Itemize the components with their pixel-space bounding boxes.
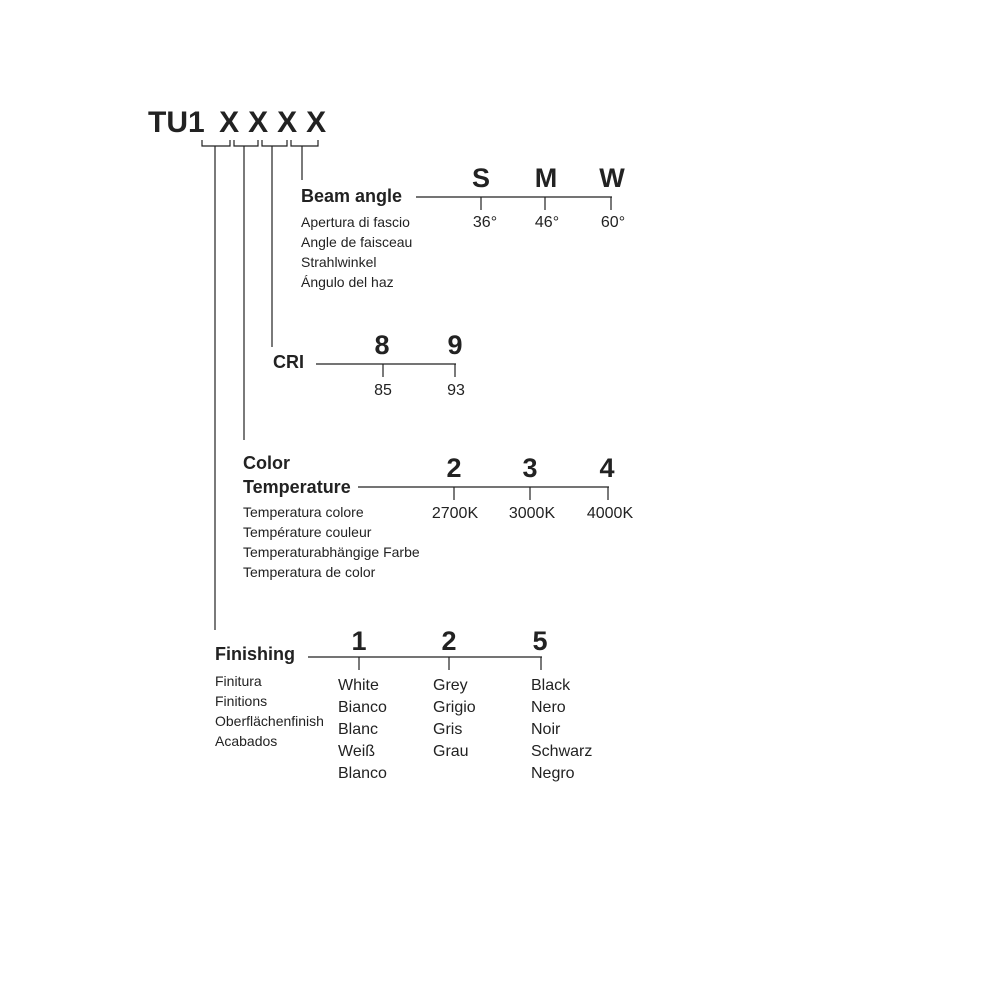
- finishing-name: Bianco: [338, 699, 387, 716]
- finishing-translation: Finitura: [215, 673, 262, 689]
- beam-option-value: 36°: [472, 214, 498, 231]
- colortemp-option-code: 2: [446, 453, 462, 483]
- cri-option-value: 85: [374, 382, 392, 399]
- product-code: [148, 106, 331, 140]
- colortemp-option-value: 3000K: [508, 505, 556, 522]
- code-slot-colortemp: X: [248, 106, 269, 139]
- code-slot-beam-finishing: X: [219, 106, 240, 139]
- finishing-name: Black: [531, 677, 571, 694]
- slot2-bracket: [234, 140, 258, 146]
- colortemp-option-code: 3: [522, 453, 538, 483]
- colortemp-option-value: 4000K: [586, 505, 634, 522]
- code-slot-cri: X: [277, 106, 298, 139]
- beam-option-value: 60°: [600, 214, 626, 231]
- beam-translations: [301, 212, 412, 292]
- colortemp-title-line2: Temperature: [243, 477, 351, 497]
- cri-option-code: 9: [447, 330, 463, 360]
- colortemp-translation: Temperaturabhängige Farbe: [243, 544, 420, 560]
- cri-title: CRI: [273, 352, 304, 372]
- finishing-option-code: 1: [351, 626, 367, 656]
- beam-option-code: W: [599, 163, 625, 193]
- finishing-name: Gris: [433, 721, 463, 738]
- beam-translation: Apertura di fascio: [301, 214, 410, 230]
- cri-option-value: 93: [447, 382, 465, 399]
- colortemp-title: [243, 451, 351, 499]
- finishing-translations: [215, 671, 324, 751]
- beam-title: Beam angle: [301, 186, 403, 206]
- beam-option-code: S: [471, 163, 490, 193]
- finishing-name: Nero: [531, 699, 566, 716]
- colortemp-option-value: 2700K: [431, 505, 479, 522]
- colortemp-translation: Température couleur: [243, 524, 372, 540]
- colortemp-title-line1: Color: [243, 453, 290, 473]
- finishing-option-white: [338, 675, 387, 785]
- beam-translation: Angle de faisceau: [301, 234, 413, 250]
- finishing-name: Schwarz: [531, 743, 593, 760]
- colortemp-translations: [243, 502, 420, 582]
- code-prefix: TU1: [148, 106, 205, 139]
- finishing-option-code: 5: [532, 626, 548, 656]
- finishing-name: Grigio: [433, 699, 476, 716]
- finishing-option-code: 2: [441, 626, 457, 656]
- slot4-bracket: [291, 140, 318, 146]
- finishing-translation: Oberflächenfinish: [215, 713, 324, 729]
- finishing-option-grey: [433, 675, 476, 763]
- finishing-option-black: [531, 675, 592, 785]
- finishing-name: White: [338, 677, 379, 694]
- finishing-name: Negro: [531, 765, 575, 782]
- code-slot-beam: X: [306, 106, 327, 139]
- slot3-bracket: [262, 140, 287, 146]
- cri-option-code: 8: [374, 330, 390, 360]
- colortemp-translation: Temperatura colore: [243, 504, 364, 520]
- beam-translation: Ángulo del haz: [301, 274, 394, 290]
- finishing-translation: Finitions: [215, 693, 268, 709]
- finishing-name: Blanco: [338, 765, 387, 782]
- finishing-name: Blanc: [338, 721, 379, 738]
- slot1-bracket: [202, 140, 230, 146]
- beam-option-code: M: [534, 163, 558, 193]
- finishing-name: Noir: [531, 721, 561, 738]
- finishing-name: Grey: [433, 677, 468, 694]
- finishing-title: Finishing: [215, 644, 295, 664]
- colortemp-translation: Temperatura de color: [243, 564, 376, 580]
- finishing-name: Weiß: [338, 743, 376, 760]
- colortemp-option-code: 4: [599, 453, 615, 483]
- finishing-translation: Acabados: [215, 733, 278, 749]
- beam-option-value: 46°: [534, 214, 560, 231]
- beam-translation: Strahlwinkel: [301, 254, 377, 270]
- finishing-name: Grau: [433, 743, 469, 760]
